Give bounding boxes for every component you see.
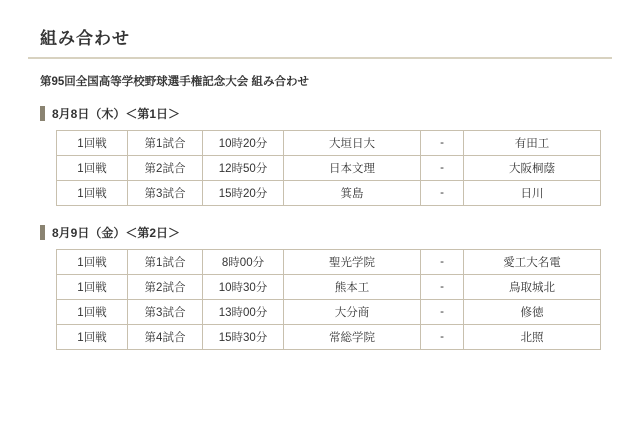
- cell-team-a: 聖光学院: [284, 250, 421, 275]
- cell-team-b: 北照: [464, 325, 601, 350]
- table-row: [57, 250, 601, 275]
- cell-game: 第3試合: [128, 300, 203, 325]
- cell-vs: -: [421, 131, 464, 156]
- cell-round: 1回戦: [57, 131, 128, 156]
- cell-game: 第3試合: [128, 181, 203, 206]
- cell-time: 15時20分: [203, 181, 284, 206]
- cell-team-b: 大阪桐蔭: [464, 156, 601, 181]
- cell-time: 13時00分: [203, 300, 284, 325]
- cell-team-b: 鳥取城北: [464, 275, 601, 300]
- cell-game: 第2試合: [128, 275, 203, 300]
- cell-time: 8時00分: [203, 250, 284, 275]
- cell-vs: -: [421, 325, 464, 350]
- page-subtitle: 第95回全国高等学校野球選手権記念大会 組み合わせ: [40, 76, 309, 88]
- cell-time: 15時30分: [203, 325, 284, 350]
- schedule-table-day1: [56, 130, 601, 206]
- section-marker-icon: [40, 225, 45, 240]
- section-label-day1: 8月8日（木）＜第1日＞: [52, 107, 181, 121]
- cell-round: 1回戦: [57, 275, 128, 300]
- cell-round: 1回戦: [57, 181, 128, 206]
- section-label-day2: 8月9日（金）＜第2日＞: [52, 226, 181, 240]
- cell-team-b: 有田工: [464, 131, 601, 156]
- cell-game: 第1試合: [128, 250, 203, 275]
- section-marker-icon: [40, 106, 45, 121]
- cell-team-a: 常総学院: [284, 325, 421, 350]
- cell-round: 1回戦: [57, 250, 128, 275]
- table-row: [57, 325, 601, 350]
- cell-vs: -: [421, 156, 464, 181]
- cell-vs: -: [421, 300, 464, 325]
- cell-round: 1回戦: [57, 325, 128, 350]
- cell-team-b: 修徳: [464, 300, 601, 325]
- cell-team-b: 日川: [464, 181, 601, 206]
- table-row: [57, 156, 601, 181]
- cell-time: 10時20分: [203, 131, 284, 156]
- table-row: [57, 181, 601, 206]
- schedule-table-day2: [56, 249, 601, 350]
- section-header-day2: [28, 224, 612, 241]
- cell-time: 10時30分: [203, 275, 284, 300]
- cell-vs: -: [421, 275, 464, 300]
- table-row: [57, 300, 601, 325]
- cell-team-a: 大分商: [284, 300, 421, 325]
- page-title: 組み合わせ: [28, 20, 612, 59]
- cell-time: 12時50分: [203, 156, 284, 181]
- cell-team-b: 愛工大名電: [464, 250, 601, 275]
- cell-team-a: 箕島: [284, 181, 421, 206]
- cell-team-a: 熊本工: [284, 275, 421, 300]
- cell-vs: -: [421, 181, 464, 206]
- section-header-day1: [28, 105, 612, 122]
- cell-team-a: 大垣日大: [284, 131, 421, 156]
- cell-vs: -: [421, 250, 464, 275]
- cell-round: 1回戦: [57, 156, 128, 181]
- table-row: [57, 131, 601, 156]
- cell-game: 第4試合: [128, 325, 203, 350]
- cell-game: 第2試合: [128, 156, 203, 181]
- cell-game: 第1試合: [128, 131, 203, 156]
- cell-round: 1回戦: [57, 300, 128, 325]
- cell-team-a: 日本文理: [284, 156, 421, 181]
- table-row: [57, 275, 601, 300]
